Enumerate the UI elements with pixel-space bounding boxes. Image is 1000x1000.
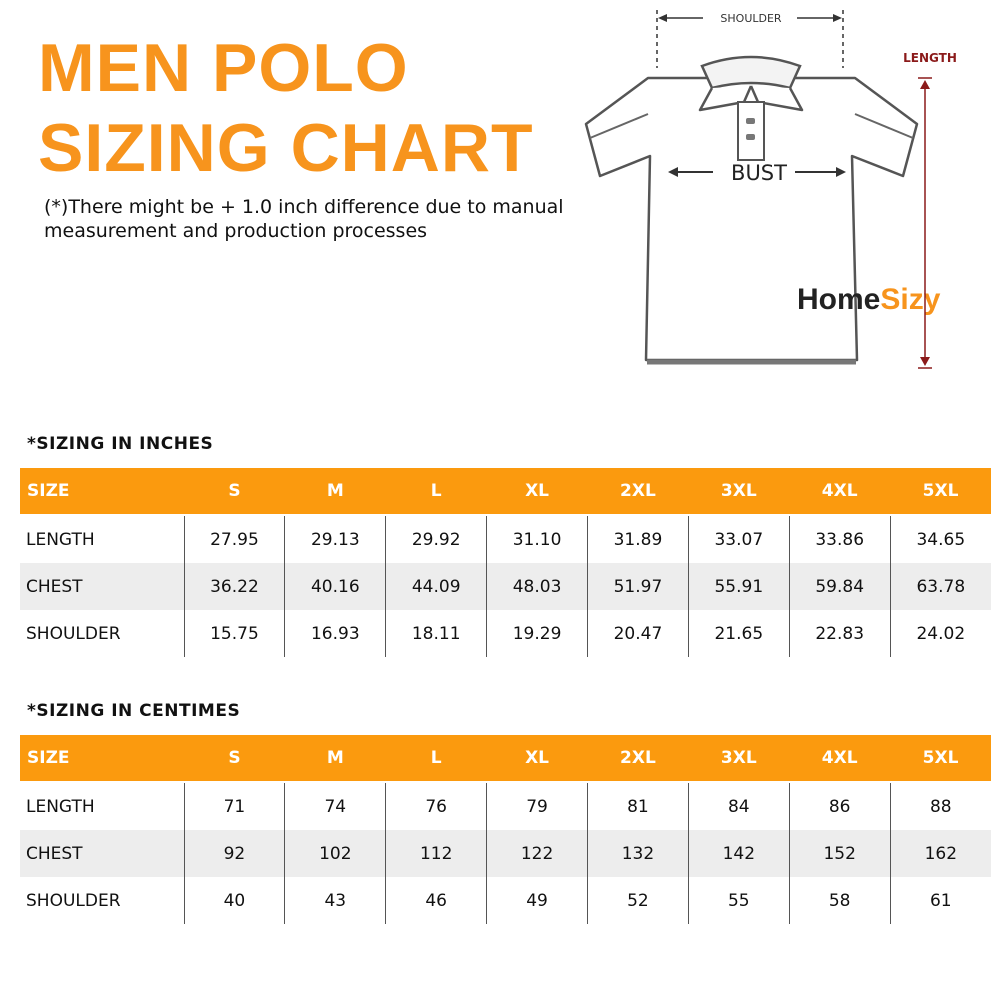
- table-cell: 55: [688, 877, 789, 924]
- table-cell: 19.29: [487, 610, 588, 657]
- table-cell: 31.10: [487, 515, 588, 563]
- row-label: CHEST: [20, 830, 184, 877]
- table-cell: 84: [688, 782, 789, 830]
- table-cell: 27.95: [184, 515, 285, 563]
- table-cell: 81: [588, 782, 689, 830]
- shoulder-label: SHOULDER: [720, 12, 782, 25]
- table-cell: 22.83: [789, 610, 890, 657]
- table-cell: 18.11: [386, 610, 487, 657]
- row-label: SHOULDER: [26, 623, 121, 644]
- table-cell: 88: [890, 782, 991, 830]
- table-cell: 21.65: [688, 610, 789, 657]
- table-cell: 58: [789, 877, 890, 924]
- table-cell: 49: [487, 877, 588, 924]
- table-cell: 51.97: [588, 563, 689, 610]
- header-xl: XL: [487, 468, 588, 515]
- page-title: [38, 28, 534, 188]
- table-row-shoulder: [20, 877, 991, 924]
- table-cell: 33.07: [688, 515, 789, 563]
- table-cell: 142: [688, 830, 789, 877]
- table-row-shoulder: [20, 610, 991, 657]
- header-3xl: 3XL: [688, 735, 789, 782]
- table-cell: 122: [487, 830, 588, 877]
- header-xl: XL: [487, 735, 588, 782]
- header-size: SIZE: [20, 468, 184, 515]
- table-cell: 162: [890, 830, 991, 877]
- table-cell: 29.92: [386, 515, 487, 563]
- header-l: L: [386, 735, 487, 782]
- table-cell: 76: [386, 782, 487, 830]
- header-2xl: 2XL: [588, 468, 689, 515]
- table-cell: 31.89: [588, 515, 689, 563]
- table-row-length: [20, 515, 991, 563]
- row-label: LENGTH: [26, 796, 95, 817]
- table-header-row: [20, 735, 991, 782]
- brand-part-1: Home: [797, 283, 881, 316]
- table-cell: 63.78: [890, 563, 991, 610]
- table-cell: 24.02: [890, 610, 991, 657]
- table-cell: 33.86: [789, 515, 890, 563]
- table-cell: 79: [487, 782, 588, 830]
- row-label: SHOULDER: [26, 890, 121, 911]
- title-line-2: SIZING CHART: [38, 110, 534, 186]
- button-2: [746, 134, 755, 140]
- header-size: SIZE: [20, 735, 184, 782]
- shoulder-arrowhead-left: [658, 14, 667, 22]
- shoulder-arrowhead-right: [833, 14, 842, 22]
- table-cell: 132: [588, 830, 689, 877]
- inches-size-table: [20, 468, 991, 657]
- header-5xl: 5XL: [890, 735, 991, 782]
- table-cell: 152: [789, 830, 890, 877]
- table-row-chest: [20, 563, 991, 610]
- header-s: S: [184, 468, 285, 515]
- table-cell: 48.03: [487, 563, 588, 610]
- header-m: M: [285, 735, 386, 782]
- polo-shirt-diagram: [575, 0, 1000, 385]
- button-1: [746, 118, 755, 124]
- header-4xl: 4XL: [789, 468, 890, 515]
- table-cell: 52: [588, 877, 689, 924]
- header-4xl: 4XL: [789, 735, 890, 782]
- cm-size-table: [20, 735, 991, 924]
- table-cell: 40: [184, 877, 285, 924]
- row-label: LENGTH: [26, 529, 95, 550]
- table-cell: 44.09: [386, 563, 487, 610]
- title-line-1: MEN POLO: [38, 30, 409, 106]
- brand-logo: [797, 283, 941, 316]
- measurement-note: (*)There might be + 1.0 inch difference due to manual measurement and production processes: [44, 196, 564, 242]
- row-label: CHEST: [20, 563, 184, 610]
- table-cell: 59.84: [789, 563, 890, 610]
- bust-label: BUST: [731, 161, 787, 185]
- table-cell: 29.13: [285, 515, 386, 563]
- table-cell: 86: [789, 782, 890, 830]
- table-cell: 61: [890, 877, 991, 924]
- header-5xl: 5XL: [890, 468, 991, 515]
- table-row-length: [20, 782, 991, 830]
- length-arrowhead-bottom: [920, 357, 930, 366]
- table-cell: 112: [386, 830, 487, 877]
- cm-section-label: *SIZING IN CENTIMES: [27, 701, 241, 721]
- table-cell: 40.16: [285, 563, 386, 610]
- table-row-chest: [20, 830, 991, 877]
- table-cell: 102: [285, 830, 386, 877]
- table-header-row: [20, 468, 991, 515]
- header-3xl: 3XL: [688, 468, 789, 515]
- brand-part-2: Sizy: [880, 283, 941, 316]
- header-2xl: 2XL: [588, 735, 689, 782]
- header-m: M: [285, 468, 386, 515]
- length-label: LENGTH: [903, 51, 957, 65]
- table-cell: 36.22: [184, 563, 285, 610]
- table-cell: 20.47: [588, 610, 689, 657]
- table-cell: 43: [285, 877, 386, 924]
- table-cell: 15.75: [184, 610, 285, 657]
- table-cell: 92: [184, 830, 285, 877]
- table-cell: 34.65: [890, 515, 991, 563]
- header-l: L: [386, 468, 487, 515]
- placket: [738, 102, 764, 160]
- inches-section-label: *SIZING IN INCHES: [27, 434, 214, 454]
- table-cell: 71: [184, 782, 285, 830]
- collar-band: [702, 57, 800, 88]
- table-cell: 74: [285, 782, 386, 830]
- table-cell: 55.91: [688, 563, 789, 610]
- table-cell: 16.93: [285, 610, 386, 657]
- header-s: S: [184, 735, 285, 782]
- table-cell: 46: [386, 877, 487, 924]
